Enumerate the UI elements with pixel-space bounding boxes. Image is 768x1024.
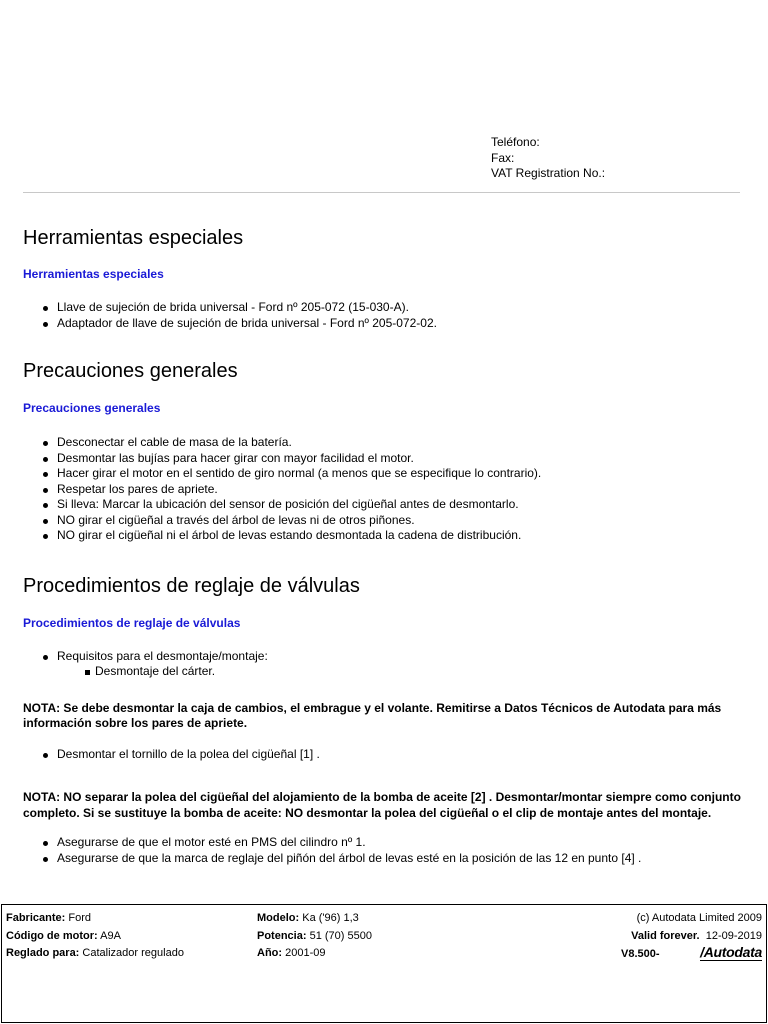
fax-label: Fax: <box>491 150 515 165</box>
list-item: Desconectar el cable de masa de la batería. <box>37 435 743 451</box>
modelo-label: Modelo: <box>257 912 300 924</box>
subheading-procedimientos[interactable]: Procedimientos de reglaje de válvulas <box>23 615 241 630</box>
subheading-herramientas[interactable]: Herramientas especiales <box>23 267 164 281</box>
telefono-label: Teléfono: <box>491 135 540 149</box>
vat-label: VAT Registration No.: <box>491 166 606 180</box>
list-item: Respetar los pares de apriete. <box>37 482 743 498</box>
codigo-row <box>6 929 121 943</box>
fabricante-label: Fabricante: <box>6 912 66 924</box>
ano-row <box>257 946 325 960</box>
header-divider <box>23 192 740 193</box>
modelo-row <box>257 911 359 925</box>
copyright-text: (c) Autodata Limited 2009 <box>636 912 762 924</box>
requisitos-sublist <box>57 664 743 680</box>
valid-date: 12-09-2019 <box>705 930 762 942</box>
reglado-label: Reglado para: <box>6 947 80 959</box>
valid-label: Valid forever. <box>631 930 700 942</box>
autodata-logo-text: /Autodata <box>700 944 762 960</box>
list-item: Hacer girar el motor en el sentido de giro normal (a menos que se especifique lo contrario). <box>37 466 743 482</box>
step-list-2 <box>23 835 743 866</box>
nota-polea: NOTA: NO separar la polea del cigüeñal del alojamiento de la bomba de aceite [2] . Desmontar/montar siempre como conjunto completo. Si se sustituye la bomba de aceite: NO desmontar la polea del cigüeñal o el clip de montaje antes del montaje. <box>23 790 741 820</box>
contact-block <box>491 135 605 182</box>
version-text <box>621 947 660 961</box>
list-item: Si lleva: Marcar la ubicación del sensor de posición del cigüeñal antes de desmontarlo. <box>37 497 743 513</box>
document-body <box>23 225 743 866</box>
section-heading-procedimientos: Procedimientos de reglaje de válvulas <box>23 574 360 597</box>
list-item: Adaptador de llave de sujeción de brida universal - Ford nº 205-072-02. <box>37 316 743 332</box>
list-item <box>37 649 743 680</box>
step-list-1 <box>23 747 743 763</box>
reglado-value: Catalizador regulado <box>82 947 184 959</box>
list-item: Desmontar el tornillo de la polea del cigüeñal [1] . <box>37 747 743 763</box>
list-item: Llave de sujeción de brida universal - Ford nº 205-072 (15-030-A). <box>37 300 743 316</box>
herramientas-list <box>23 300 743 331</box>
footer-info-box <box>1 904 767 1023</box>
potencia-value: 51 (70) 5500 <box>309 930 372 942</box>
nota-caja-cambios: NOTA: Se debe desmontar la caja de cambios, el embrague y el volante. Remitirse a Datos Técnicos de Autodata para más información sobre los pares de apriete. <box>23 700 722 730</box>
codigo-value: A9A <box>100 930 121 942</box>
codigo-label: Código de motor: <box>6 930 98 942</box>
logo-underline <box>700 960 762 961</box>
subheading-precauciones[interactable]: Precauciones generales <box>23 401 161 415</box>
list-item: NO girar el cigüeñal ni el árbol de levas estando desmontada la cadena de distribución. <box>37 528 743 544</box>
valid-row <box>631 929 762 943</box>
modelo-value: Ka ('96) 1,3 <box>302 912 359 924</box>
list-item: Asegurarse de que el motor esté en PMS del cilindro nº 1. <box>37 835 743 851</box>
sublist-item: Desmontaje del cárter. <box>83 664 743 680</box>
requisitos-label: Requisitos para el desmontaje/montaje: <box>57 648 268 663</box>
potencia-row <box>257 929 372 943</box>
precauciones-list <box>23 435 743 544</box>
version-value: V8.500- <box>621 948 660 960</box>
section-heading-herramientas: Herramientas especiales <box>23 227 244 249</box>
autodata-logo <box>700 945 762 961</box>
ano-value: 2001-09 <box>285 947 326 959</box>
reglado-row <box>6 946 184 960</box>
list-item: Desmontar las bujías para hacer girar con mayor facilidad el motor. <box>37 451 743 467</box>
section-heading-precauciones: Precauciones generales <box>23 360 238 382</box>
list-item: NO girar el cigüeñal a través del árbol de levas ni de otros piñones. <box>37 513 743 529</box>
list-item: Asegurarse de que la marca de reglaje del piñón del árbol de levas esté en la posición de las 12 en punto [4] . <box>37 851 743 867</box>
requisitos-list <box>23 649 743 680</box>
fabricante-value: Ford <box>68 912 91 924</box>
potencia-label: Potencia: <box>257 930 307 942</box>
ano-label: Año: <box>257 947 283 959</box>
fabricante-row <box>6 911 91 925</box>
